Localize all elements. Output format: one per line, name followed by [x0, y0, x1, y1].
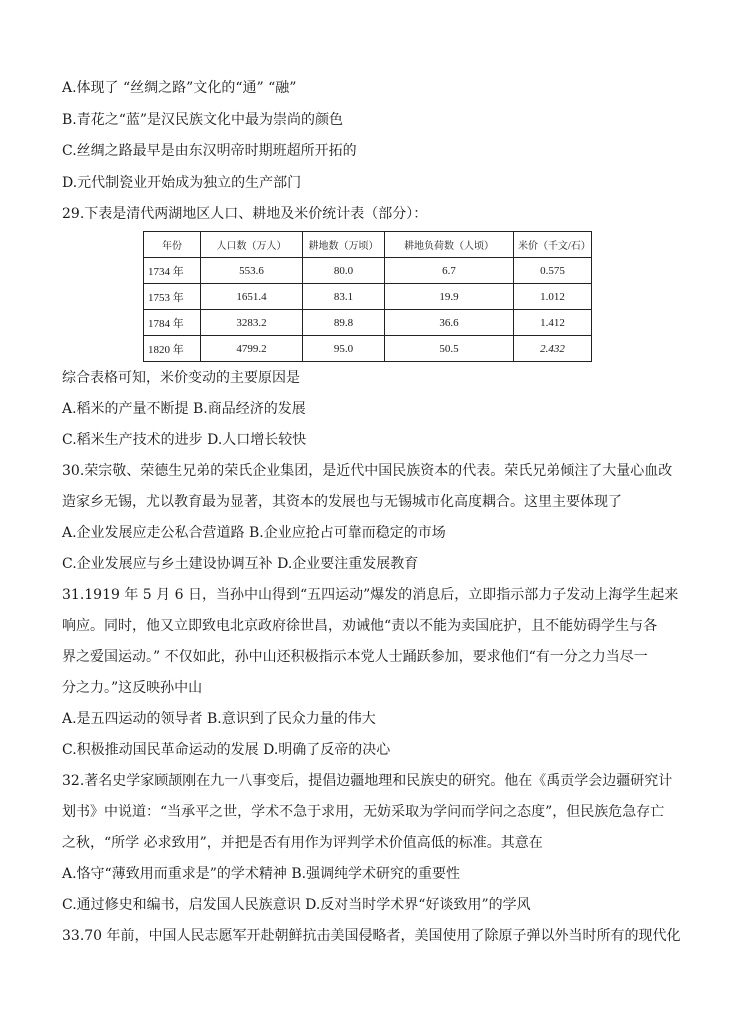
table-cell: 89.8 — [303, 310, 385, 336]
q32-options-ab: A.恪守“薄致用而重求是”的学术精神 B.强调纯学术研究的重要性 — [62, 866, 461, 882]
q30-options-ab: A.企业发展应走公私合营道路 B.企业应抢占可靠而稳定的市场 — [62, 525, 446, 541]
q28-option-d: D.元代制瓷业开始成为独立的生产部门 — [62, 175, 302, 191]
statistics-table — [143, 231, 592, 362]
q32-options-cd: C.通过修史和编书，启发国人民族意识 D.反对当时学术界“好谈致用”的学风 — [62, 897, 531, 913]
table-cell: 50.5 — [385, 336, 514, 362]
table-cell: 95.0 — [303, 336, 385, 362]
table-header-row — [144, 232, 592, 258]
table-cell: 4799.2 — [201, 336, 303, 362]
table-row — [144, 310, 592, 336]
q29-options-cd: C.稻米生产技术的进步 D.人口增长较快 — [62, 432, 307, 448]
table-cell: 3283.2 — [201, 310, 303, 336]
q32-stem-line: 划书》中说道：“当承平之世，学术不急于求用，无妨采取为学问而学问之态度”，但民族危急存亡 — [62, 804, 665, 820]
q30-stem-line: 30.荣宗敬、荣德生兄弟的荣氏企业集团，是近代中国民族资本的代表。荣氏兄弟倾注了大量心血改 — [62, 463, 673, 479]
table-cell: 2.432 — [514, 336, 592, 362]
q32-stem-line: 32.著名史学家顾颉刚在九一八事变后，提倡边疆地理和民族史的研究。他在《禹贡学会边疆研究计 — [62, 773, 673, 789]
table-cell: 1.412 — [514, 310, 592, 336]
q31-stem-line: 响应。同时，他又立即致电北京政府徐世昌，劝诫他“责以不能为卖国庇护，且不能妨碍学生与各 — [62, 618, 658, 634]
header-rice-price: 米价（千文/石） — [514, 232, 592, 258]
q28-option-c: C.丝绸之路最早是由东汉明帝时期班超所开拓的 — [62, 143, 357, 159]
q28-option-b: B.青花之“蓝”是汉民族文化中最为崇尚的颜色 — [62, 112, 344, 128]
header-load: 耕地负荷数（人顷） — [385, 232, 514, 258]
q31-options-ab: A.是五四运动的领导者 B.意识到了民众力量的伟大 — [62, 711, 376, 727]
table-row — [144, 284, 592, 310]
q29-options-ab: A.稻米的产量不断提 B.商品经济的发展 — [62, 401, 306, 417]
statistics-table-wrap — [143, 231, 592, 362]
table-cell: 0.575 — [514, 258, 592, 284]
q31-stem-line: 界之爱国运动。” 不仅如此，孙中山还积极指示本党人士踊跃参加，要求他们“有一分之力当尽一 — [62, 649, 648, 665]
table-cell: 6.7 — [385, 258, 514, 284]
q28-option-a: A.体现了 “丝绸之路”文化的“通” “融” — [62, 80, 297, 96]
table-cell: 83.1 — [303, 284, 385, 310]
header-population: 人口数（万人） — [201, 232, 303, 258]
q29-stem: 29.下表是清代两湖地区人口、耕地及米价统计表（部分）： — [62, 206, 428, 222]
table-cell: 19.9 — [385, 284, 514, 310]
q33-stem-line: 33.70 年前，中国人民志愿军开赴朝鲜抗击美国侵略者，美国使用了除原子弹以外当时所有的现代化 — [62, 928, 681, 944]
header-year: 年份 — [144, 232, 201, 258]
header-farmland: 耕地数（万顷） — [303, 232, 385, 258]
q31-stem-line: 31.1919 年 5 月 6 日，当孙中山得到“五四运动”爆发的消息后，立即指示部力子发动上海学生起来 — [62, 587, 679, 603]
table-cell: 1734 年 — [144, 258, 201, 284]
table-cell: 80.0 — [303, 258, 385, 284]
table-cell: 1651.4 — [201, 284, 303, 310]
q30-options-cd: C.企业发展应与乡土建设协调互补 D.企业要注重发展教育 — [62, 556, 419, 572]
table-cell: 1820 年 — [144, 336, 201, 362]
table-cell: 553.6 — [201, 258, 303, 284]
table-row — [144, 336, 592, 362]
q29-question: 综合表格可知，米价变动的主要原因是 — [62, 370, 300, 386]
table-cell: 1.012 — [514, 284, 592, 310]
table-row — [144, 258, 592, 284]
q32-stem-line: 之秋，“所学 必求致用”，并把是否有用作为评判学术价值高低的标准。其意在 — [62, 835, 543, 851]
q31-stem-line: 分之力。”这反映孙中山 — [62, 680, 203, 696]
q31-options-cd: C.积极推动国民革命运动的发展 D.明确了反帝的决心 — [62, 742, 391, 758]
table-cell: 36.6 — [385, 310, 514, 336]
q30-stem-line: 造家乡无锡，尤以教育最为显著，其资本的发展也与无锡城市化高度耦合。这里主要体现了 — [62, 494, 622, 510]
table-cell: 1784 年 — [144, 310, 201, 336]
table-cell: 1753 年 — [144, 284, 201, 310]
